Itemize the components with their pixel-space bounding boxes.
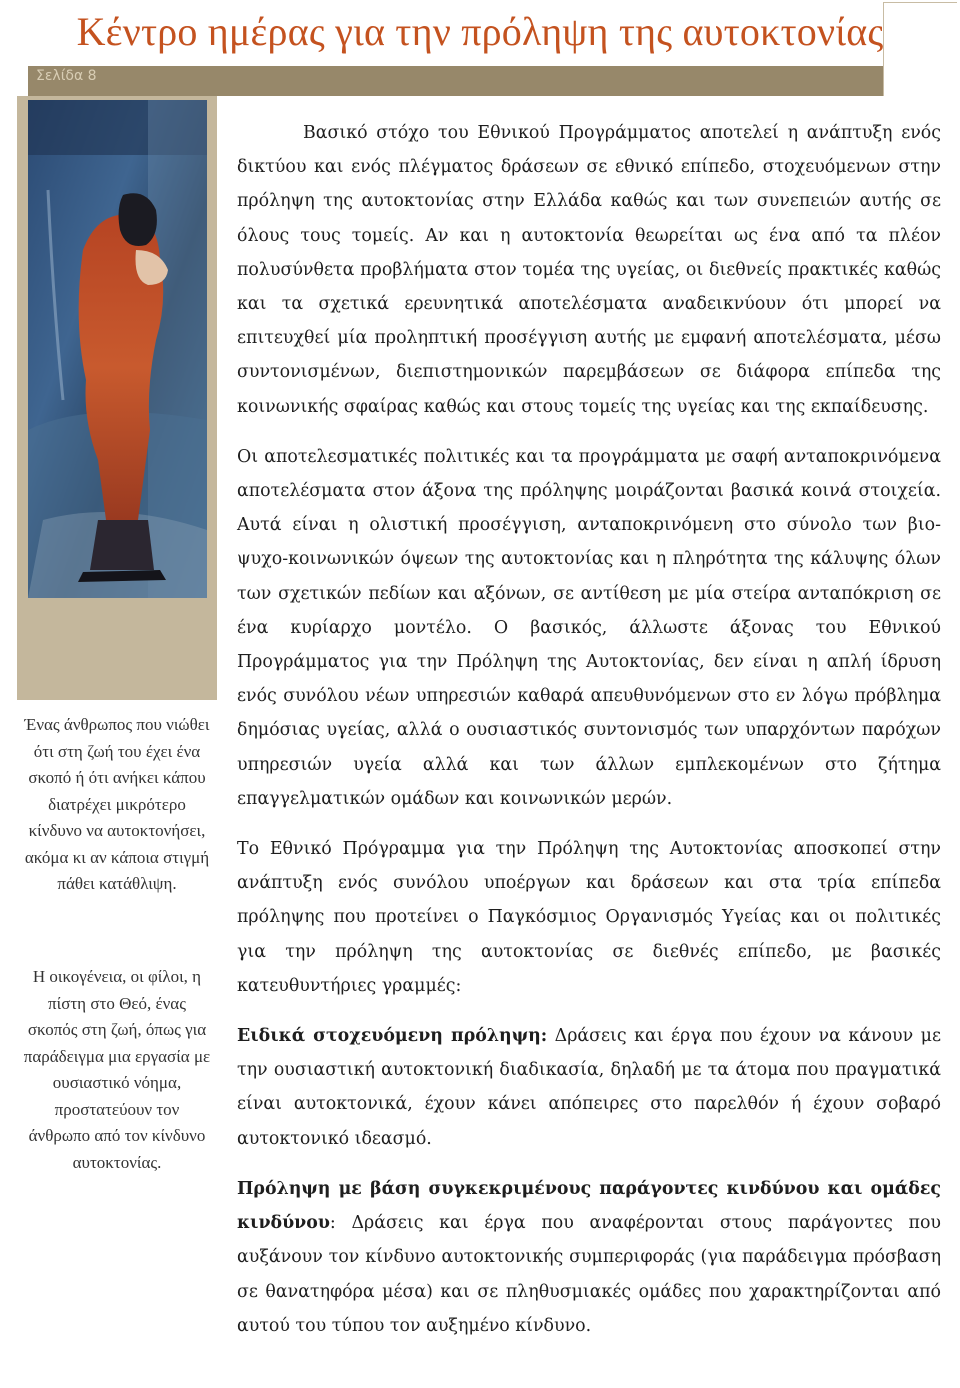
page-number: Σελίδα 8: [36, 68, 97, 84]
paragraph-1: Βασικό στόχο του Εθνικού Προγράμματος αποτελεί η ανάπτυξη ενός δικτύου και ενός πλέγματος δράσεων σε εθνικό επίπεδο, στοχευόμενων στην πρόληψη της αυτοκτονίας στην Ελλάδα καθώς και των συνεπειών αυτής σε όλους τους τομείς. Αν και η αυτοκτονία θεωρείται ως ένα από τα πλέον πολυσύνθετα προβλήματα στον τομέα της υγείας, οι διεθνείς πρακτικές καθώς και τα σχετικά ερευνητικά αποτελέσματα αναδεικνύουν ότι μπορεί να επιτευχθεί μία προληπτική προσέγγιση αυτής με εμφανή αποτελέσματα, μέσω συντονισμένων, διεπιστημονικών παρεμβάσεων σε διάφορα επίπεδα της κοινωνικής σφαίρας καθώς και στους τομείς της υγείας και της εκπαίδευσης.: [237, 123, 941, 417]
sidebar-quote-1: Ένας άνθρωπος που νιώθει ότι στη ζωή του έχει ένα σκοπό ή ότι ανήκει κάπου διατρέχει μικρότερο κίνδυνο να αυτοκτονήσει, ακόμα κι αν κάποια στιγμή πάθει κατάθλιψη.: [24, 715, 210, 893]
page-title: Κέντρο ημέρας για την πρόληψη της αυτοκτονίας: [76, 9, 884, 54]
paragraph-3: Το Εθνικό Πρόγραμμα για την Πρόληψη της Αυτοκτονίας αποσκοπεί στην ανάπτυξη ενός συνόλου υποέργων και δράσεων και στα τρία επίπεδα πρόληψης που προτείνει ο Παγκόσμιος Οργανισμός Υγείας και οι πολιτικές για την πρόληψη της αυτοκτονίας σε διεθνές επίπεδο, με βασικές κατευθυντήριες γραμμές:: [237, 839, 941, 996]
paragraph-5-text: : Δράσεις και έργα που αναφέρονται στους παράγοντες που αυξάνουν τον κίνδυνο αυτοκτονικής συμπεριφοράς (για παράδειγμα πρόσβαση σε θανατηφόρα μέσα) και σε πληθυσμιακές ομάδες που χαρακτηρίζονται από αυτού του τύπου τον αυξημένο κίνδυνο.: [237, 1213, 941, 1336]
paragraph-4: [237, 1019, 941, 1156]
paragraph-4-text: Δράσεις και έργα που έχουν να κάνουν με την ουσιαστική αυτοκτονική διαδικασία, δηλαδή με τα άτομα που πραγματικά είναι αυτοκτονικά, έχουν κάνει απόπειρες στο παρελθόν ή έχουν σοβαρό αυτοκτονικό ιδεασμό.: [237, 1026, 941, 1149]
paragraph-2: Οι αποτελεσματικές πολιτικές και τα προγράμματα με σαφή ανταποκρινόμενα αποτελέσματα στον άξονα της πρόληψης μοιράζονται βασικά κοινά στοιχεία. Αυτά είναι η ολιστική προσέγγιση, ανταποκρινόμενη στο σύνολο των βιο-ψυχο-κοινωνικών όψεων της αυτοκτονίας και η πληρότητα της κάλυψης όλων των σχετικών πεδίων και αξόνων, σε αντίθεση με μία στείρα ανταπόκριση σε ένα κυρίαρχο μοντέλο. Ο βασικός, άλλωστε άξονας του Εθνικού Προγράμματος για την Πρόληψη της Αυτοκτονίας, δεν είναι η απλή ίδρυση ενός συνόλου νέων υπηρεσιών καθαρά απευθυνόμενων στο εν λόγω πρόβλημα δημόσιας υγείας, αλλά ο ουσιαστικός συντονισμός των υπαρχόντων παρόχων υπηρεσιών υγεία αλλά και των άλλων εμπλεκομένων στο ζήτημα επαγγελματικών ομάδων και κοινωνικών μερών.: [237, 446, 941, 809]
header-band: [28, 66, 883, 96]
header-corner-rule: [883, 2, 957, 3]
paragraph-5-heading: Πρόληψη με βάση συγκεκριμένους παράγοντες κινδύνου και ομάδες κινδύνου: [237, 1178, 941, 1234]
header-corner-rule-vertical: [883, 2, 884, 96]
paragraph-4-heading: Ειδικά στοχευόμενη πρόληψη:: [237, 1026, 548, 1047]
paragraph-5: [237, 1172, 941, 1343]
painting-image: [28, 100, 207, 598]
main-text: [237, 116, 941, 1343]
sidebar-quote-2: Η οικογένεια, οι φίλοι, η πίστη στο Θεό, ένας σκοπός στη ζωή, όπως για παράδειγμα μια εργασία με ουσιαστικό νόημα, προστατεύουν τον άνθρωπο από τον κίνδυνο αυτοκτονίας.: [23, 967, 211, 1172]
